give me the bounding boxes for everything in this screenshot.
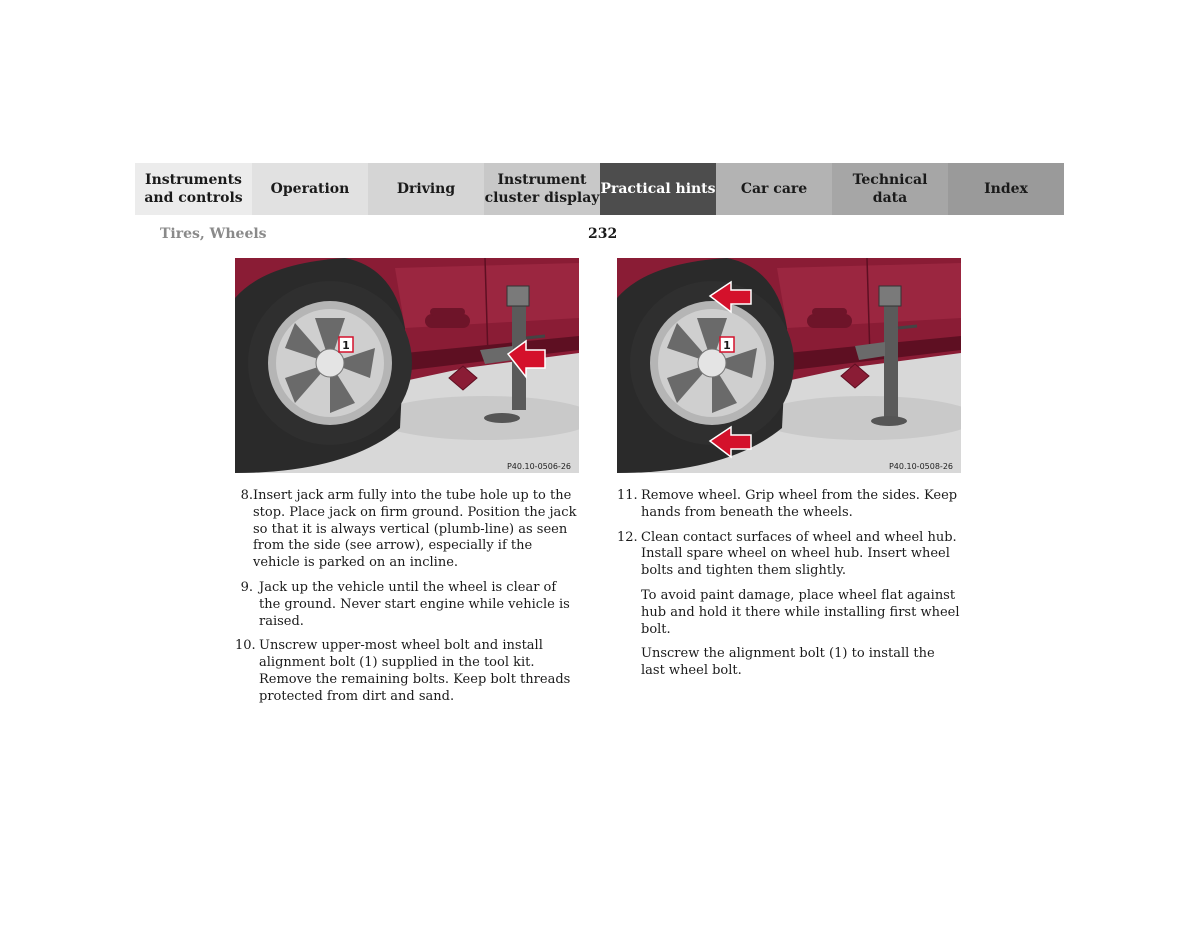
tab-instruments-and-controls[interactable]: Instruments and controls: [135, 163, 252, 215]
instructions-left: [235, 488, 580, 714]
callout-1: 1: [723, 339, 731, 352]
step-text: Unscrew upper-most wheel bolt and install alignment bolt (1) supplied in the tool kit. Remove the remaining bolts. Keep bolt threads protected from dirt and sand.: [259, 638, 571, 704]
step-number: 11.: [617, 488, 638, 503]
page-number: 232: [588, 226, 618, 242]
step-text: Clean contact surfaces of wheel and wheel hub. Install spare wheel on wheel hub. Insert wheel bolts and tighten them slightly.: [641, 529, 957, 579]
figure-wheel-removal: [617, 258, 961, 473]
step-number: 8.: [240, 488, 253, 503]
step-12: [617, 530, 962, 580]
tab-operation[interactable]: Operation: [252, 163, 368, 215]
jack-illustration: [235, 258, 579, 473]
step-text: Remove wheel. Grip wheel from the sides. Keep hands from beneath the wheels.: [641, 488, 958, 520]
step-9: [235, 580, 580, 630]
tab-driving[interactable]: Driving: [368, 163, 484, 215]
tab-car-care[interactable]: Car care: [716, 163, 832, 215]
step-number: 9.: [240, 579, 253, 595]
chapter-tabs: [135, 163, 1064, 215]
instructions-right: [617, 488, 962, 688]
step-text: Jack up the vehicle until the wheel is clear of the ground. Never start engine while vehicle is raised.: [259, 579, 570, 629]
step-11: [617, 488, 962, 522]
wheel-removal-illustration: [617, 258, 961, 473]
note-paint-damage: To avoid paint damage, place wheel flat against hub and hold it there while installing first wheel bolt.: [641, 587, 960, 637]
section-title: Tires, Wheels: [160, 226, 267, 242]
note-alignment-bolt: Unscrew the alignment bolt (1) to install the last wheel bolt.: [641, 646, 935, 679]
figure-code: P40.10-0506-26: [506, 462, 571, 471]
step-10: [235, 638, 580, 705]
step-number: 12.: [617, 529, 638, 545]
tab-instrument-cluster-display[interactable]: Instrument cluster display: [484, 163, 600, 215]
figure-code: P40.10-0508-26: [888, 462, 953, 471]
step-text: Insert jack arm fully into the tube hole up to the stop. Place jack on firm ground. Position the jack so that it is always vertical (plumb-line) as seen from the side (see arrow), especially if the vehicle is parked on an incline.: [253, 488, 577, 571]
step-8: [235, 488, 580, 572]
tab-index[interactable]: Index: [948, 163, 1064, 215]
callout-1: 1: [342, 339, 350, 352]
step-number: 10.: [235, 638, 256, 654]
tab-technical-data[interactable]: Technical data: [832, 163, 948, 215]
figure-jack-position: [235, 258, 579, 473]
tab-practical-hints[interactable]: Practical hints: [600, 163, 716, 215]
